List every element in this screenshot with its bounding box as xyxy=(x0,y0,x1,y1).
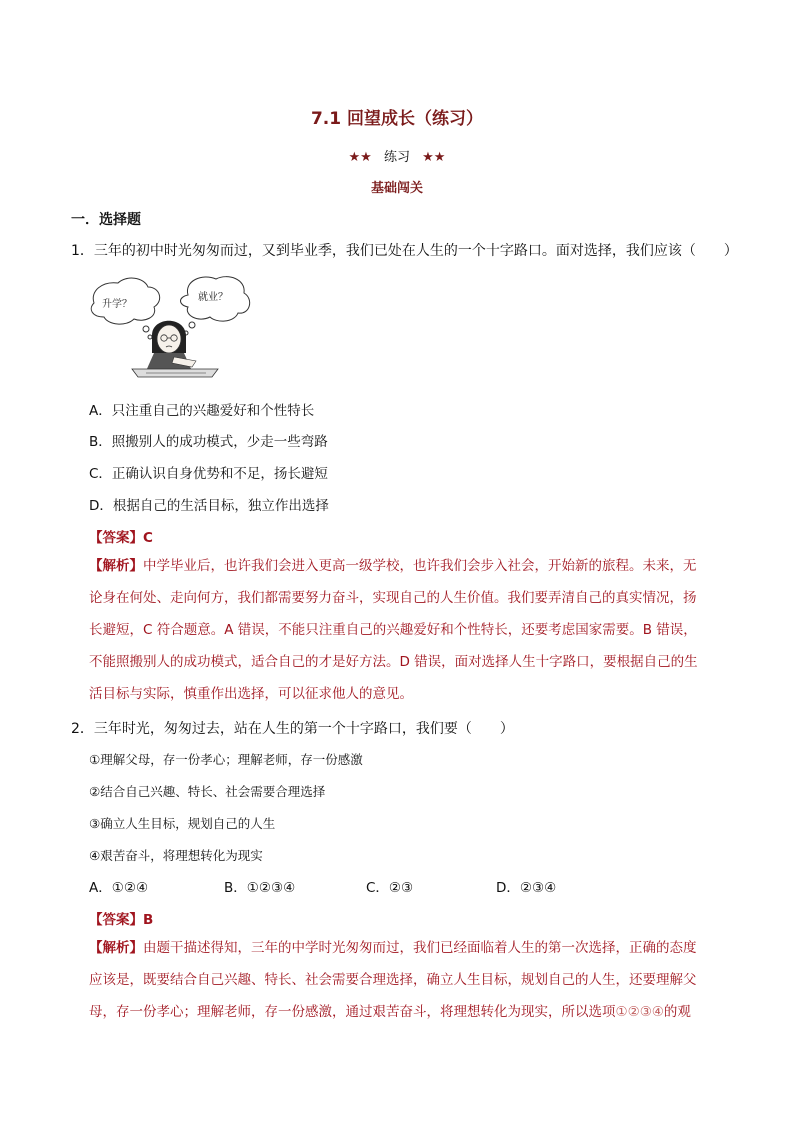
q2-expl-tag: 【解析】 xyxy=(89,940,143,956)
part-heading: 一．选择题 xyxy=(71,212,141,228)
q1-expl-line-1: 中学毕业后，也许我们会进入更高一级学校，也许我们会步入社会，开始新的旅程。未来，无 xyxy=(143,558,697,574)
q2-expl-circled: ①②③④ xyxy=(615,1004,664,1020)
q1-expl-line-5: 活目标与实际，慎重作出选择，可以征求他人的意见。 xyxy=(89,686,413,702)
q2-choice-c: C．②③ xyxy=(366,880,414,896)
q2-item-1: ①理解父母，存一份孝心；理解老师，存一份感激 xyxy=(89,752,363,767)
q1-answer-tag: 【答案】 xyxy=(89,530,143,546)
q1-stem: 1．三年的初中时光匆匆而过，又到毕业季，我们已处在人生的一个十字路口。面对选择，我们应该（ ） xyxy=(71,243,738,259)
bubble-left-text: 升学？ xyxy=(102,299,132,310)
q1-option-d: D．根据自己的生活目标，独立作出选择 xyxy=(89,498,329,514)
q2-expl-line-1: 由题干描述得知，三年的中学时光匆匆而过，我们已经面临着人生的第一次选择，正确的态度 xyxy=(143,940,697,956)
practice-header xyxy=(0,146,794,165)
q1-explanation xyxy=(89,550,723,710)
q1-expl-line-3: 长避短，C 符合题意。A 错误，不能只注重自己的兴趣爱好和个性特长，还要考虑国家需要。B 错误， xyxy=(89,622,697,638)
q2-answer-value: B xyxy=(143,912,154,928)
q2-choice-a: A．①②④ xyxy=(89,880,149,896)
q1-answer-value: C xyxy=(143,530,153,546)
q1-option-a: A．只注重自己的兴趣爱好和个性特长 xyxy=(89,403,315,419)
section-heading: 基础闯关 xyxy=(370,181,423,196)
q1-expl-tag: 【解析】 xyxy=(89,558,143,574)
q2-expl-tail: 的观 xyxy=(663,1004,691,1020)
q1-answer xyxy=(89,526,153,546)
practice-label: 练习 xyxy=(383,150,410,165)
q1-expl-line-4: 不能照搬别人的成功模式，适合自己的才是好方法。D 错误，面对选择人生十字路口，要根据自己的生 xyxy=(89,654,698,670)
q2-choice-b: B．①②③④ xyxy=(224,880,296,896)
q2-item-3: ③确立人生目标，规划自己的人生 xyxy=(89,816,276,831)
q2-explanation xyxy=(89,932,723,1028)
q1-option-c: C．正确认识自身优势和不足，扬长避短 xyxy=(89,466,328,482)
bubble-right-text: 就业？ xyxy=(198,292,228,303)
q2-item-4: ④艰苦奋斗，将理想转化为现实 xyxy=(89,848,263,863)
q2-expl-line-3: 母，存一份孝心；理解老师，存一份感激，通过艰苦奋斗，将理想转化为现实，所以选项 xyxy=(89,1004,616,1020)
star-icon-left: ★★ xyxy=(348,150,372,165)
q2-answer xyxy=(89,908,153,928)
page-title: 7.1 回望成长（练习） xyxy=(310,109,484,129)
q2-stem: 2．三年时光，匆匆过去，站在人生的第一个十字路口，我们要（ ） xyxy=(71,721,514,737)
q1-option-b: B．照搬别人的成功模式，少走一些弯路 xyxy=(89,434,328,450)
q2-expl-line-2: 应该是，既要结合自己兴趣、特长、社会需要合理选择，确立人生目标，规划自己的人生，还要理解父 xyxy=(89,972,697,988)
q1-expl-line-2: 论身在何处、走向何方，我们都需要努力奋斗，实现自己的人生价值。我们要弄清自己的真实情况，扬 xyxy=(89,590,697,606)
q2-answer-tag: 【答案】 xyxy=(89,912,143,928)
q2-choice-d: D．②③④ xyxy=(496,880,557,896)
star-icon-right: ★★ xyxy=(422,150,446,165)
student-thinking-illustration xyxy=(88,273,254,381)
q2-item-2: ②结合自己兴趣、特长、社会需要合理选择 xyxy=(89,784,326,799)
